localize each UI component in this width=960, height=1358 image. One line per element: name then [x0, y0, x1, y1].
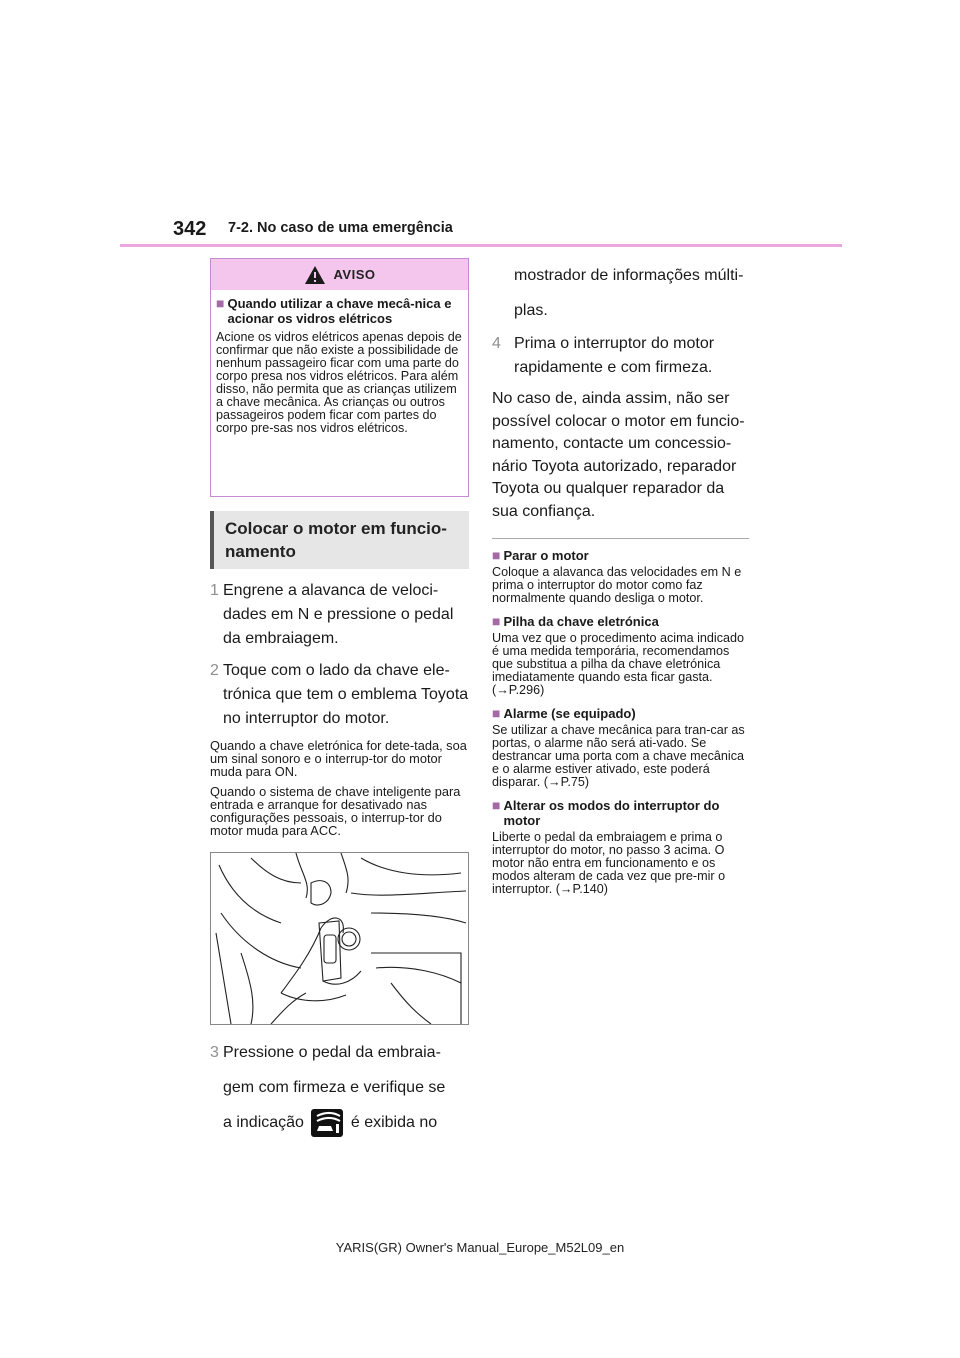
step-3-line-5: plas. — [514, 302, 548, 319]
note-1: Quando a chave eletrónica for dete-tada, soa um sinal sonoro e o interrup-tor do motor muda para ON. — [210, 738, 467, 779]
step-number: 1 — [210, 582, 219, 599]
subsection-title — [492, 706, 752, 721]
step-2 — [210, 659, 469, 731]
left-column — [210, 258, 469, 1140]
step-3 — [210, 1035, 469, 1140]
step-number: 2 — [210, 662, 219, 679]
subsection-parar — [492, 548, 752, 604]
subsection-text: Liberte o pedal da embraiagem e prima o interruptor do motor, no passo 3 acima. O motor não entra em funcionamento e os modos alteram de cada vez que pre-mir o interruptor. (→P.140) — [492, 830, 726, 896]
aviso-header — [211, 259, 468, 290]
aviso-subheading-text: Quando utilizar a chave mecâ-nica e acionar os vidros elétricos — [227, 296, 452, 326]
subsection-title-text: Alterar os modos do interruptor do motor — [503, 798, 720, 829]
square-bullet-icon: ■ — [216, 295, 225, 311]
step-3-line-3-after: é exibida no — [350, 1114, 438, 1131]
subsection-text: Coloque a alavanca das velocidades em N e prima o interruptor do motor como faz normalmente quando desliga o motor. — [492, 565, 742, 605]
step-3-line-2: gem com firmeza e verifique se — [223, 1079, 446, 1096]
subsection-text: Se utilizar a chave mecânica para tran-car as portas, o alarme não será ati-vado. Se destrancar uma porta com a chave mecânica e o alarme estiver ativado, este poderá disparar. (→P.75) — [492, 723, 745, 789]
step-text: Prima o interruptor do motor rapidamente e com firmeza. — [514, 335, 715, 376]
divider — [492, 538, 749, 539]
square-bullet-icon: ■ — [492, 613, 501, 630]
step-1 — [210, 579, 469, 651]
header-rule — [120, 244, 842, 247]
step-text: Toque com o lado da chave ele-trónica que tem o emblema Toyota no interruptor do motor. — [223, 662, 469, 727]
step-3-line-3-before: a indicação — [223, 1114, 304, 1131]
subsection-text: Uma vez que o procedimento acima indicado é uma medida temporária, recomendamos que substitua a pilha da chave eletrónica imediatamente quando esta ficar gasta. (→P.296) — [492, 631, 745, 697]
subsection-title — [492, 614, 752, 629]
subsection-title — [492, 548, 752, 563]
step-4 — [492, 332, 752, 380]
illustration-key-touch — [210, 852, 469, 1025]
subsection-title-text: Parar o motor — [503, 548, 589, 563]
aviso-box — [210, 258, 469, 497]
closing-paragraph: No caso de, ainda assim, não ser possível colocar o motor em funcio-namento, contacte um concessio-nário Toyota autorizado, reparador Toyota ou qualquer reparador da sua confiança. — [492, 390, 745, 520]
section-title: 7-2. No caso de uma emergência — [228, 220, 453, 236]
page-number: 342 — [173, 218, 207, 240]
footer: YARIS(GR) Owner's Manual_Europe_M52L09_en — [335, 1240, 625, 1255]
aviso-title: AVISO — [333, 267, 376, 282]
section-heading: Colocar o motor em funcio-namento — [210, 511, 469, 569]
warning-icon — [304, 265, 326, 285]
step-text: Engrene a alavanca de veloci-dades em N e pressione o pedal da embraiagem. — [223, 582, 454, 647]
square-bullet-icon: ■ — [492, 547, 501, 563]
subsection-modos — [492, 798, 752, 895]
step-3-line-1: Pressione o pedal da embraia- — [223, 1044, 441, 1061]
subsection-title-text: Pilha da chave eletrónica — [503, 614, 659, 630]
square-bullet-icon: ■ — [492, 705, 501, 722]
subsection-alarme — [492, 706, 752, 788]
step-3-line-4: mostrador de informações múlti- — [514, 267, 744, 284]
subsection-title-text: Alarme (se equipado) — [503, 706, 636, 722]
square-bullet-icon: ■ — [492, 797, 501, 814]
hand-key-illustration — [211, 853, 468, 1024]
right-column — [492, 258, 752, 895]
step-3-line-3 — [223, 1105, 445, 1140]
subsection-pilha — [492, 614, 752, 696]
aviso-subheading — [216, 296, 463, 326]
aviso-text: Acione os vidros elétricos apenas depois de confirmar que não existe a possibilidade de nenhum passageiro ficar com uma parte do corpo presa nos vidros elétricos. Para além disso, não permita que as crianças utilizem a chave mecânica. As crianças ou outros passageiros podem ficar com partes do corpo pre-sas nos vidros elétricos. — [216, 330, 462, 435]
subsection-title — [492, 798, 752, 828]
step-number: 3 — [210, 1044, 219, 1061]
clutch-indicator-icon — [311, 1109, 343, 1137]
step-number: 4 — [492, 335, 501, 352]
note-2: Quando o sistema de chave inteligente para entrada e arranque for desativado nas configurações pessoais, o interrup-tor do motor muda para ACC. — [210, 784, 461, 838]
